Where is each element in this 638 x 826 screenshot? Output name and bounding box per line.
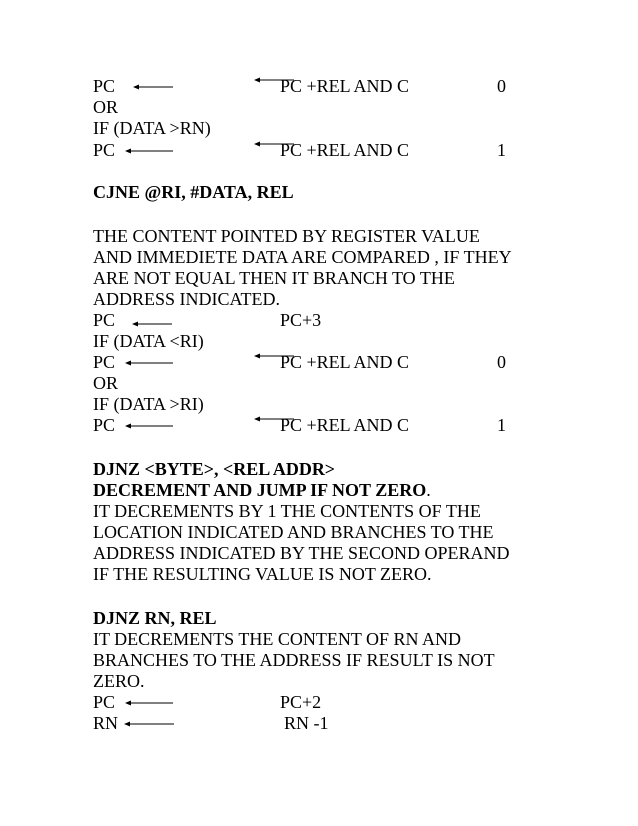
- text-line: THE CONTENT POINTED BY REGISTER VALUE: [93, 226, 480, 246]
- left-arrow-icon: [254, 140, 294, 148]
- left-arrow-icon: [254, 415, 294, 423]
- text-line: LOCATION INDICATED AND BRANCHES TO THE: [93, 522, 494, 542]
- text-line: BRANCHES TO THE ADDRESS IF RESULT IS NOT: [93, 650, 495, 670]
- instruction-heading: DJNZ RN, REL: [93, 608, 217, 628]
- text-line: IF (DATA >RI): [93, 394, 204, 414]
- text-line: PC PC +REL AND C 0: [93, 352, 506, 372]
- left-arrow-icon: [124, 720, 174, 728]
- text-line: ADDRESS INDICATED.: [93, 289, 281, 309]
- text-line: OR: [93, 97, 119, 117]
- text-line: PC PC+2: [93, 692, 322, 712]
- left-arrow-icon: [125, 359, 173, 367]
- instruction-heading: DJNZ <BYTE>, <REL ADDR>: [93, 459, 336, 479]
- left-arrow-icon: [254, 352, 294, 360]
- text-line: IT DECREMENTS THE CONTENT OF RN AND: [93, 629, 462, 649]
- left-arrow-icon: [254, 76, 294, 84]
- text-line: PC PC +REL AND C 1: [93, 140, 506, 160]
- text-line: PC PC +REL AND C 1: [93, 415, 506, 435]
- text-line: RN RN -1: [93, 713, 329, 733]
- text-line: AND IMMEDIETE DATA ARE COMPARED , IF THEY: [93, 247, 512, 267]
- text-line: ZERO.: [93, 671, 145, 691]
- left-arrow-icon: [125, 699, 173, 707]
- text-line: PC PC+3: [93, 310, 322, 330]
- text-line: ADDRESS INDICATED BY THE SECOND OPERAND: [93, 543, 510, 563]
- left-arrow-icon: [125, 147, 173, 155]
- text-line: OR: [93, 373, 119, 393]
- text-line: IT DECREMENTS BY 1 THE CONTENTS OF THE: [93, 501, 481, 521]
- text-line: IF THE RESULTING VALUE IS NOT ZERO.: [93, 564, 432, 584]
- left-arrow-icon: [125, 422, 173, 430]
- text-line: DECREMENT AND JUMP IF NOT ZERO.: [93, 480, 431, 500]
- text-line: ARE NOT EQUAL THEN IT BRANCH TO THE: [93, 268, 455, 288]
- left-arrow-icon: [133, 83, 173, 91]
- text-line: IF (DATA >RN): [93, 118, 211, 138]
- left-arrow-icon: [132, 320, 172, 328]
- text-line: PC PC +REL AND C 0: [93, 76, 506, 96]
- text-line: IF (DATA <RI): [93, 331, 204, 351]
- instruction-heading: CJNE @RI, #DATA, REL: [93, 182, 294, 202]
